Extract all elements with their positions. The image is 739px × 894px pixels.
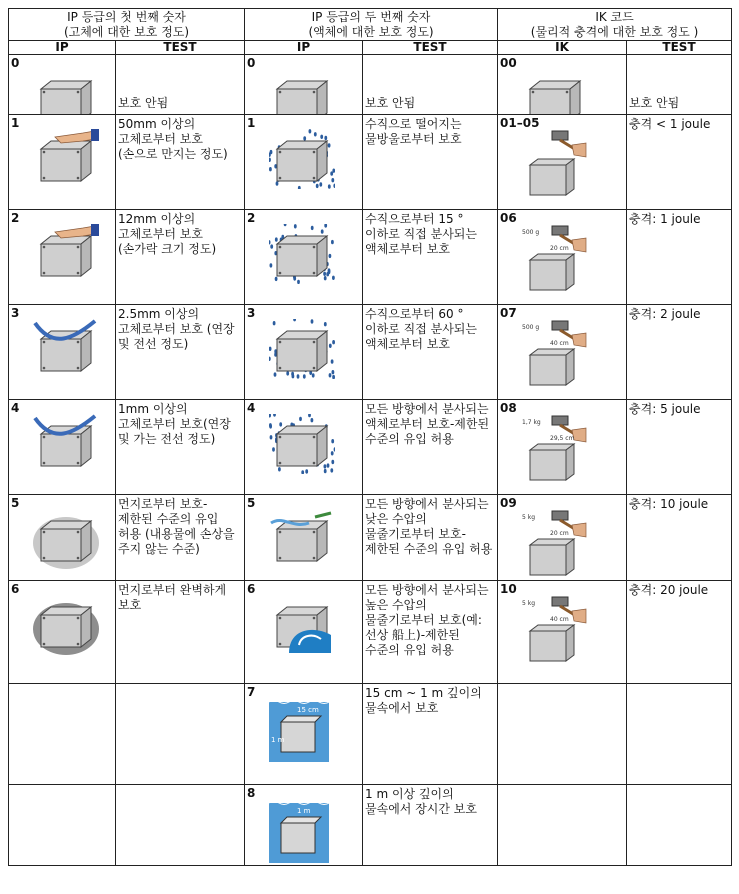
rating-code: 5 [247, 496, 256, 510]
rating-code-cell [245, 684, 363, 785]
test-description [627, 684, 732, 785]
impact-protection-illustration [522, 319, 588, 395]
rating-code: 3 [11, 306, 20, 320]
rating-code-cell [498, 495, 627, 581]
water-depth-label: 15 cm [297, 706, 319, 714]
rating-code-cell [498, 305, 627, 400]
col-header-test2: TEST [363, 41, 498, 55]
rating-code: 5 [11, 496, 20, 510]
impact-protection-illustration [522, 224, 588, 300]
rating-code: 1 [247, 116, 256, 130]
impact-protection-illustration [522, 69, 588, 115]
test-description: 충격: 10 joule [627, 495, 732, 581]
rating-code-cell [245, 495, 363, 581]
rating-code-cell [9, 115, 116, 210]
impact-protection-illustration [522, 129, 588, 205]
test-description [116, 785, 245, 866]
solid-protection-illustration [33, 595, 99, 659]
test-description: 1mm 이상의 고체로부터 보호(연장 및 가는 전선 정도) [116, 400, 245, 495]
liquid-protection-illustration [269, 69, 335, 115]
rating-code: 06 [500, 211, 517, 225]
water-depth-label: 1 m [271, 736, 285, 744]
test-description: 15 cm ~ 1 m 깊이의 물속에서 보호 [363, 684, 498, 785]
liquid-protection-illustration [269, 414, 335, 478]
liquid-protection-illustration [269, 509, 335, 573]
ik-weight-label: 500 g [522, 324, 540, 331]
rating-code: 2 [247, 211, 256, 225]
test-description: 수직으로부터 15 ° 이하로 직접 분사되는 액체로부터 보호 [363, 210, 498, 305]
table-row [9, 115, 732, 210]
group-header-impact: IK 코드 (물리적 충격에 대한 보호 정도 ) [498, 9, 732, 41]
solid-protection-illustration [33, 414, 99, 478]
solid-protection-illustration [33, 69, 99, 115]
test-description: 충격: 1 joule [627, 210, 732, 305]
solid-protection-illustration [33, 509, 99, 573]
ik-weight-label: 1,7 kg [522, 419, 541, 426]
rating-code-cell [498, 55, 627, 115]
rating-code-cell [498, 684, 627, 785]
rating-code: 6 [11, 582, 20, 596]
rating-code: 08 [500, 401, 517, 415]
rating-code: 6 [247, 582, 256, 596]
test-description: 충격: 2 joule [627, 305, 732, 400]
impact-protection-illustration [522, 595, 588, 671]
water-depth-label: 1 m [297, 807, 311, 815]
rating-code [9, 684, 115, 686]
rating-code-cell [245, 581, 363, 684]
test-description: 충격 < 1 joule [627, 115, 732, 210]
test-description: 먼지로부터 보호-제한된 수준의 유입 허용 (내용물에 손상을 주지 않는 수준) [116, 495, 245, 581]
table-row [9, 684, 732, 785]
test-description: 충격: 5 joule [627, 400, 732, 495]
liquid-protection-illustration [269, 224, 335, 288]
rating-code: 4 [247, 401, 256, 415]
rating-code-cell [9, 684, 116, 785]
table-row [9, 55, 732, 115]
test-description: 12mm 이상의 고체로부터 보호 (손가락 크기 정도) [116, 210, 245, 305]
test-description: 충격: 20 joule [627, 581, 732, 684]
rating-code: 09 [500, 496, 517, 510]
rating-code-cell [245, 210, 363, 305]
rating-code-cell [9, 210, 116, 305]
rating-code: 10 [500, 582, 517, 596]
ik-weight-label: 5 kg [522, 514, 536, 521]
col-header-ip1: IP [9, 41, 116, 55]
rating-code-cell [9, 400, 116, 495]
test-description: 모든 방향에서 분사되는 액체로부터 보호-제한된 수준의 유입 허용 [363, 400, 498, 495]
rating-code-cell [498, 581, 627, 684]
rating-code: 00 [500, 56, 517, 70]
liquid-protection-illustration [269, 595, 335, 659]
rating-code-cell [245, 115, 363, 210]
rating-code-cell [498, 210, 627, 305]
col-header-ip2: IP [245, 41, 363, 55]
ik-height-label: 20 cm [550, 530, 569, 537]
rating-code [9, 785, 115, 787]
solid-protection-illustration [33, 319, 99, 383]
group-header-liquids: IP 등급의 두 번째 숫자 (액체에 대한 보호 정도) [245, 9, 498, 41]
rating-code: 8 [247, 786, 256, 800]
rating-code-cell [498, 400, 627, 495]
ik-height-label: 40 cm [550, 616, 569, 623]
rating-code-cell [9, 581, 116, 684]
rating-code: 0 [11, 56, 20, 70]
rating-code-cell [9, 55, 116, 115]
ik-height-label: 29,5 cm [550, 435, 575, 442]
test-description: 2.5mm 이상의 고체로부터 보호 (연장 및 전선 정도) [116, 305, 245, 400]
col-header-test3: TEST [627, 41, 732, 55]
rating-code-cell [245, 305, 363, 400]
col-header-test1: TEST [116, 41, 245, 55]
test-description: 먼지로부터 완벽하게 보호 [116, 581, 245, 684]
rating-code: 1 [11, 116, 20, 130]
impact-protection-illustration [522, 509, 588, 581]
rating-code [498, 785, 626, 787]
ik-height-label: 20 cm [550, 245, 569, 252]
rating-code-cell [9, 785, 116, 866]
test-description: 보호 안됨 [116, 55, 245, 115]
rating-code: 01–05 [500, 116, 540, 130]
impact-protection-illustration [522, 414, 588, 490]
table-row [9, 305, 732, 400]
liquid-protection-illustration [269, 698, 329, 766]
test-description: 보호 안됨 [627, 55, 732, 115]
rating-code: 2 [11, 211, 20, 225]
rating-code: 3 [247, 306, 256, 320]
table-row [9, 495, 732, 581]
rating-code-cell [498, 785, 627, 866]
solid-protection-illustration [33, 129, 99, 193]
rating-code: 07 [500, 306, 517, 320]
col-header-ik: IK [498, 41, 627, 55]
group-header-solids: IP 등급의 첫 번째 숫자 (고체에 대한 보호 정도) [9, 9, 245, 41]
rating-code-cell [9, 495, 116, 581]
test-description: 1 m 이상 깊이의 물속에서 장시간 보호 [363, 785, 498, 866]
ik-height-label: 40 cm [550, 340, 569, 347]
rating-code [498, 684, 626, 686]
liquid-protection-illustration [269, 799, 329, 866]
ik-weight-label: 5 kg [522, 600, 536, 607]
rating-code-cell [245, 785, 363, 866]
rating-code: 0 [247, 56, 256, 70]
liquid-protection-illustration [269, 319, 335, 383]
ik-weight-label: 500 g [522, 229, 540, 236]
rating-code-cell [498, 115, 627, 210]
test-description: 50mm 이상의 고체로부터 보호 (손으로 만지는 정도) [116, 115, 245, 210]
table-row [9, 210, 732, 305]
liquid-protection-illustration [269, 129, 335, 193]
table-row [9, 581, 732, 684]
test-description: 보호 안됨 [363, 55, 498, 115]
test-description: 모든 방향에서 분사되는 낮은 수압의 물줄기로부터 보호-제한된 수준의 유입 허용 [363, 495, 498, 581]
solid-protection-illustration [33, 224, 99, 288]
rating-code: 7 [247, 685, 256, 699]
table-row [9, 785, 732, 866]
test-description [627, 785, 732, 866]
test-description: 수직으로부터 60 ° 이하로 직접 분사되는 액체로부터 보호 [363, 305, 498, 400]
rating-code: 4 [11, 401, 20, 415]
rating-code-cell [245, 55, 363, 115]
test-description [116, 684, 245, 785]
rating-code-cell [9, 305, 116, 400]
ip-ik-rating-table [8, 8, 732, 866]
test-description: 수직으로 떨어지는 물방울로부터 보호 [363, 115, 498, 210]
table-row [9, 400, 732, 495]
test-description: 모든 방향에서 분사되는 높은 수압의 물줄기로부터 보호(예: 선상 船上)-제한된 수준의 유입 허용 [363, 581, 498, 684]
rating-code-cell [245, 400, 363, 495]
